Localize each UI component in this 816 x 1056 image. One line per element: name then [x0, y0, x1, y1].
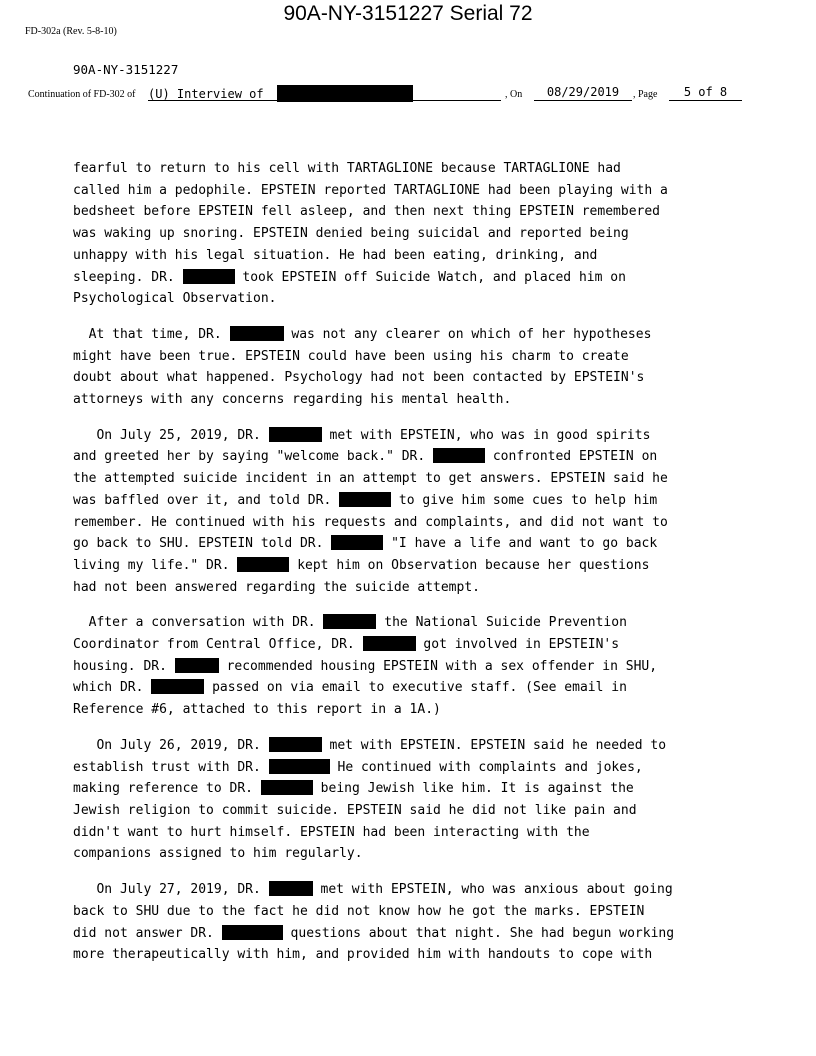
redaction-block	[151, 679, 204, 694]
paragraph: fearful to return to his cell with TARTAGLIONE because TARTAGLIONE had called him a pedophile. EPSTEIN reported TARTAGLIONE had been playing with a bedsheet before EPSTEIN fell asleep, and then next thing EPSTEIN remembered was waking up snoring. EPSTEIN denied being suicidal and reported being unhappy with his legal situation. He had been eating, drinking, and sleeping. DR. took EPSTEIN off Suicide Watch, and placed him on Psychological Observation.	[73, 161, 668, 307]
subject-text: (U) Interview of	[148, 87, 264, 101]
redaction-block	[433, 448, 485, 463]
page-label: , Page	[633, 89, 658, 100]
redaction-block	[277, 85, 413, 102]
redaction-block	[230, 326, 284, 341]
continuation-line	[28, 85, 748, 103]
redaction-block	[331, 535, 383, 550]
paragraph: At that time, DR. was not any clearer on which of her hypotheses might have been true. EPSTEIN could have been using his charm to create doubt about what happened. Psychology had not been contacted by EPSTEIN's attorneys with any concerns regarding his mental health.	[73, 326, 652, 408]
redaction-block	[261, 780, 313, 795]
paragraph: After a conversation with DR. the National Suicide Prevention Coordinator from Central Office, DR. got involved in EPSTEIN's housing. DR. recommended housing EPSTEIN with a sex offender in SHU, which DR. passed on via email to executive staff. (See email in Reference #6, attached to this report in a 1A.)	[73, 615, 658, 718]
paragraph: On July 26, 2019, DR. met with EPSTEIN. EPSTEIN said he needed to establish trust with DR. He continued with complaints and jokes, making reference to DR. being Jewish like him. It is against the Jewish religion to commit suicide. EPSTEIN said he did not like pain and didn't want to hurt himself. EPSTEIN had been interacting with the companions assigned to him regularly.	[73, 737, 667, 862]
redaction-block	[175, 658, 219, 673]
on-label: , On	[505, 89, 523, 100]
redaction-block	[269, 881, 313, 896]
paragraph: On July 25, 2019, DR. met with EPSTEIN, who was in good spirits and greeted her by saying "welcome back." DR. confronted EPSTEIN on the attempted suicide incident in an attempt to get answers. EPSTEIN said he was baffled over it, and told DR. to give him some cues to help him remember. He continued with his requests and complaints, and did not want to go back to SHU. EPSTEIN told DR. "I have a life and want to go back living my life." DR. kept him on Observation because her questions had not been answered regarding the suicide attempt.	[73, 427, 668, 595]
redaction-block	[237, 557, 289, 572]
redaction-block	[363, 636, 416, 651]
redaction-block	[269, 427, 322, 442]
redaction-block	[183, 269, 235, 284]
document-body	[73, 158, 753, 980]
page-field: 5 of 8	[669, 85, 742, 101]
date-field: 08/29/2019	[534, 85, 632, 101]
redaction-block	[222, 925, 283, 940]
file-number: 90A-NY-3151227	[73, 62, 179, 77]
redaction-block	[269, 737, 322, 752]
form-number: FD-302a (Rev. 5-8-10)	[25, 26, 117, 37]
redaction-block	[323, 614, 376, 629]
redaction-block	[269, 759, 330, 774]
serial-header: 90A-NY-3151227 Serial 72	[283, 2, 533, 25]
redaction-block	[339, 492, 391, 507]
subject-field	[148, 85, 501, 101]
paragraph: On July 27, 2019, DR. met with EPSTEIN, who was anxious about going back to SHU due to the fact he did not know how he got the marks. EPSTEIN did not answer DR. questions about that night. She had begun working more therapeutically with him, and provided him with handouts to cope with	[73, 882, 675, 963]
continuation-label: Continuation of FD-302 of	[28, 89, 136, 100]
